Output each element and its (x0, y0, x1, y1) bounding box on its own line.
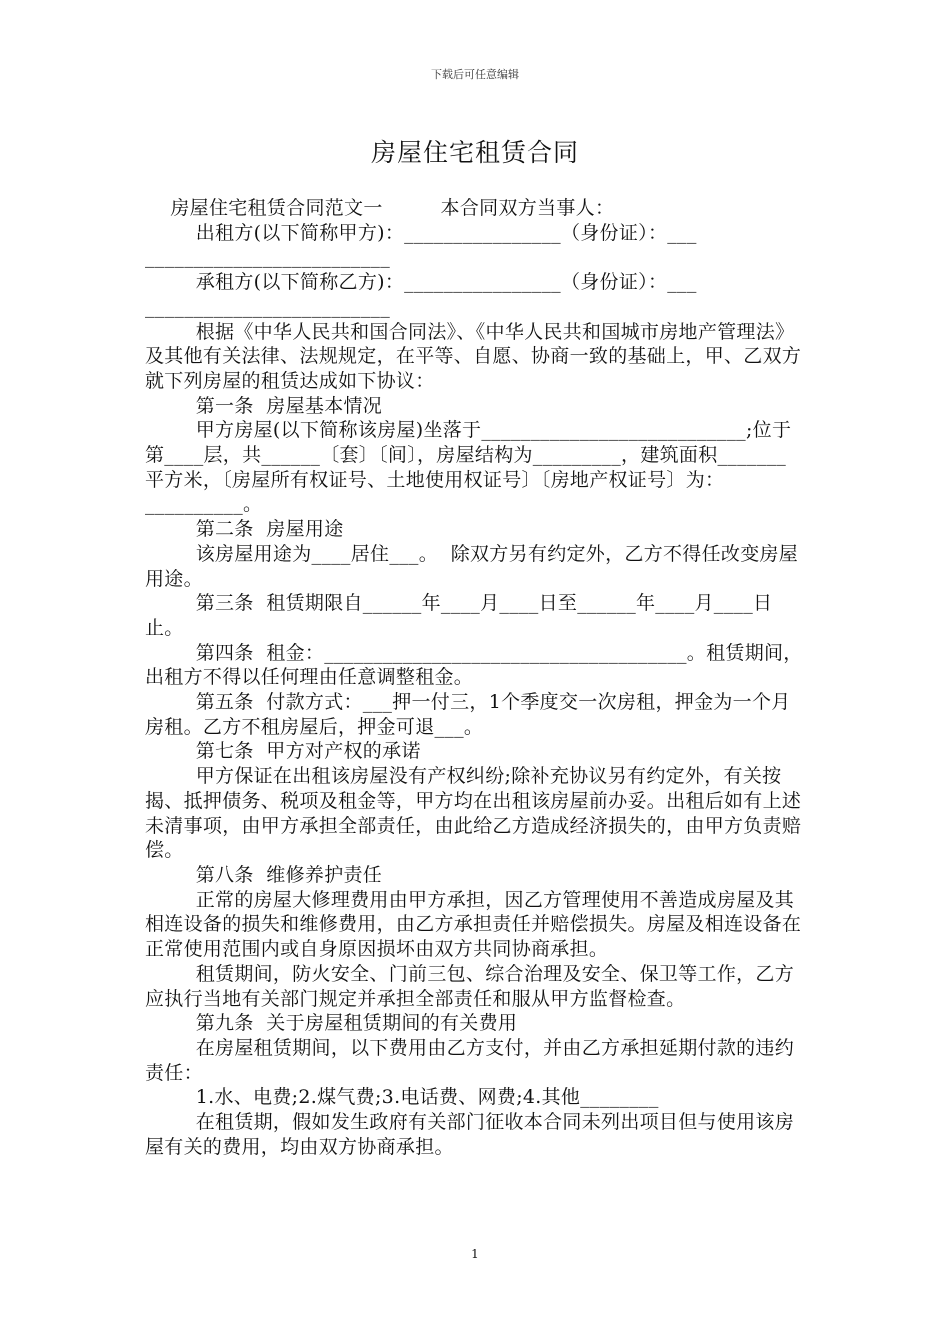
paragraph: 正常的房屋大修理费用由甲方承担，因乙方管理使用不善造成房屋及其相连设备的损失和维修费用，由乙方承担责任并赔偿损失。房屋及相连设备在正常使用范围内或自身原因损坏由双方共同协商承担。 (145, 888, 802, 961)
paragraph: 甲方保证在出租该房屋没有产权纠纷;除补充协议另有约定外，有关按揭、抵押债务、税项及租金等，甲方均在出租该房屋前办妥。出租后如有上述未清事项，由甲方承担全部责任，由此给乙方造成经济损失的，由甲方负责赔偿。 (145, 765, 802, 862)
paragraph: 甲方房屋(以下简称该房屋)坐落于___________________________;位于第____层，共______〔套〕〔间〕，房屋结构为_________，建筑面积_______平方米，〔房屋所有权证号、土地使用权证号〕〔房地产权证号〕为：__________。 (145, 419, 792, 516)
header-note: 下载后可任意编辑 (431, 68, 519, 81)
page-number: 1 (471, 1247, 479, 1261)
paragraph: 在房屋租赁期间，以下费用由乙方支付，并由乙方承担延期付款的违约责任： (145, 1036, 795, 1084)
paragraph: 承租方(以下简称乙方)：________________（身份证）：___ (145, 271, 697, 294)
paragraph: 出租方(以下简称甲方)：________________（身份证）：___ (145, 221, 697, 244)
paragraph: 第四条 租金：_____________________________________。租赁期间，出租方不得以任何理由任意调整租金。 (145, 641, 803, 689)
section-heading: 第八条 维修养护责任 (145, 863, 383, 886)
document-title: 房屋住宅租赁合同 (370, 138, 579, 167)
paragraph: 房屋住宅租赁合同范文一 本合同双方当事人： (145, 197, 615, 219)
section-heading: 第九条 关于房屋租赁期间的有关费用 (145, 1012, 518, 1035)
paragraph: 租赁期间，防火安全、门前三包、综合治理及安全、保卫等工作，乙方应执行当地有关部门规定并承担全部责任和服从甲方监督检查。 (145, 962, 795, 1010)
contract-body (145, 196, 805, 1159)
paragraph: 该房屋用途为____居住___。 除双方另有约定外，乙方不得任改变房屋用途。 (145, 542, 799, 590)
paragraph: 在租赁期，假如发生政府有关部门征收本合同未列出项目但与使用该房屋有关的费用，均由双方协商承担。 (145, 1111, 795, 1158)
paragraph: 第三条 租赁期限自______年____月____日至______年____月____日止。 (145, 592, 773, 639)
paragraph: 根据《中华人民共和国合同法》、《中华人民共和国城市房地产管理法》及其他有关法律、法规规定，在平等、自愿、协商一致的基础上，甲、乙双方就下列房屋的租赁达成如下协议： (145, 320, 802, 392)
paragraph: _________________________ (145, 295, 390, 318)
section-heading: 第七条 甲方对产权的承诺 (145, 740, 421, 763)
paragraph: 1.水、电费;2.煤气费;3.电话费、网费;4.其他________ (145, 1086, 659, 1109)
section-heading: 第二条 房屋用途 (145, 518, 344, 541)
paragraph: _________________________ (145, 246, 390, 269)
paragraph: 第五条 付款方式：___押一付三，1个季度交一次房租，押金为一个月房租。乙方不租房屋后，押金可退___。 (145, 691, 791, 738)
section-heading: 第一条 房屋基本情况 (145, 394, 383, 417)
